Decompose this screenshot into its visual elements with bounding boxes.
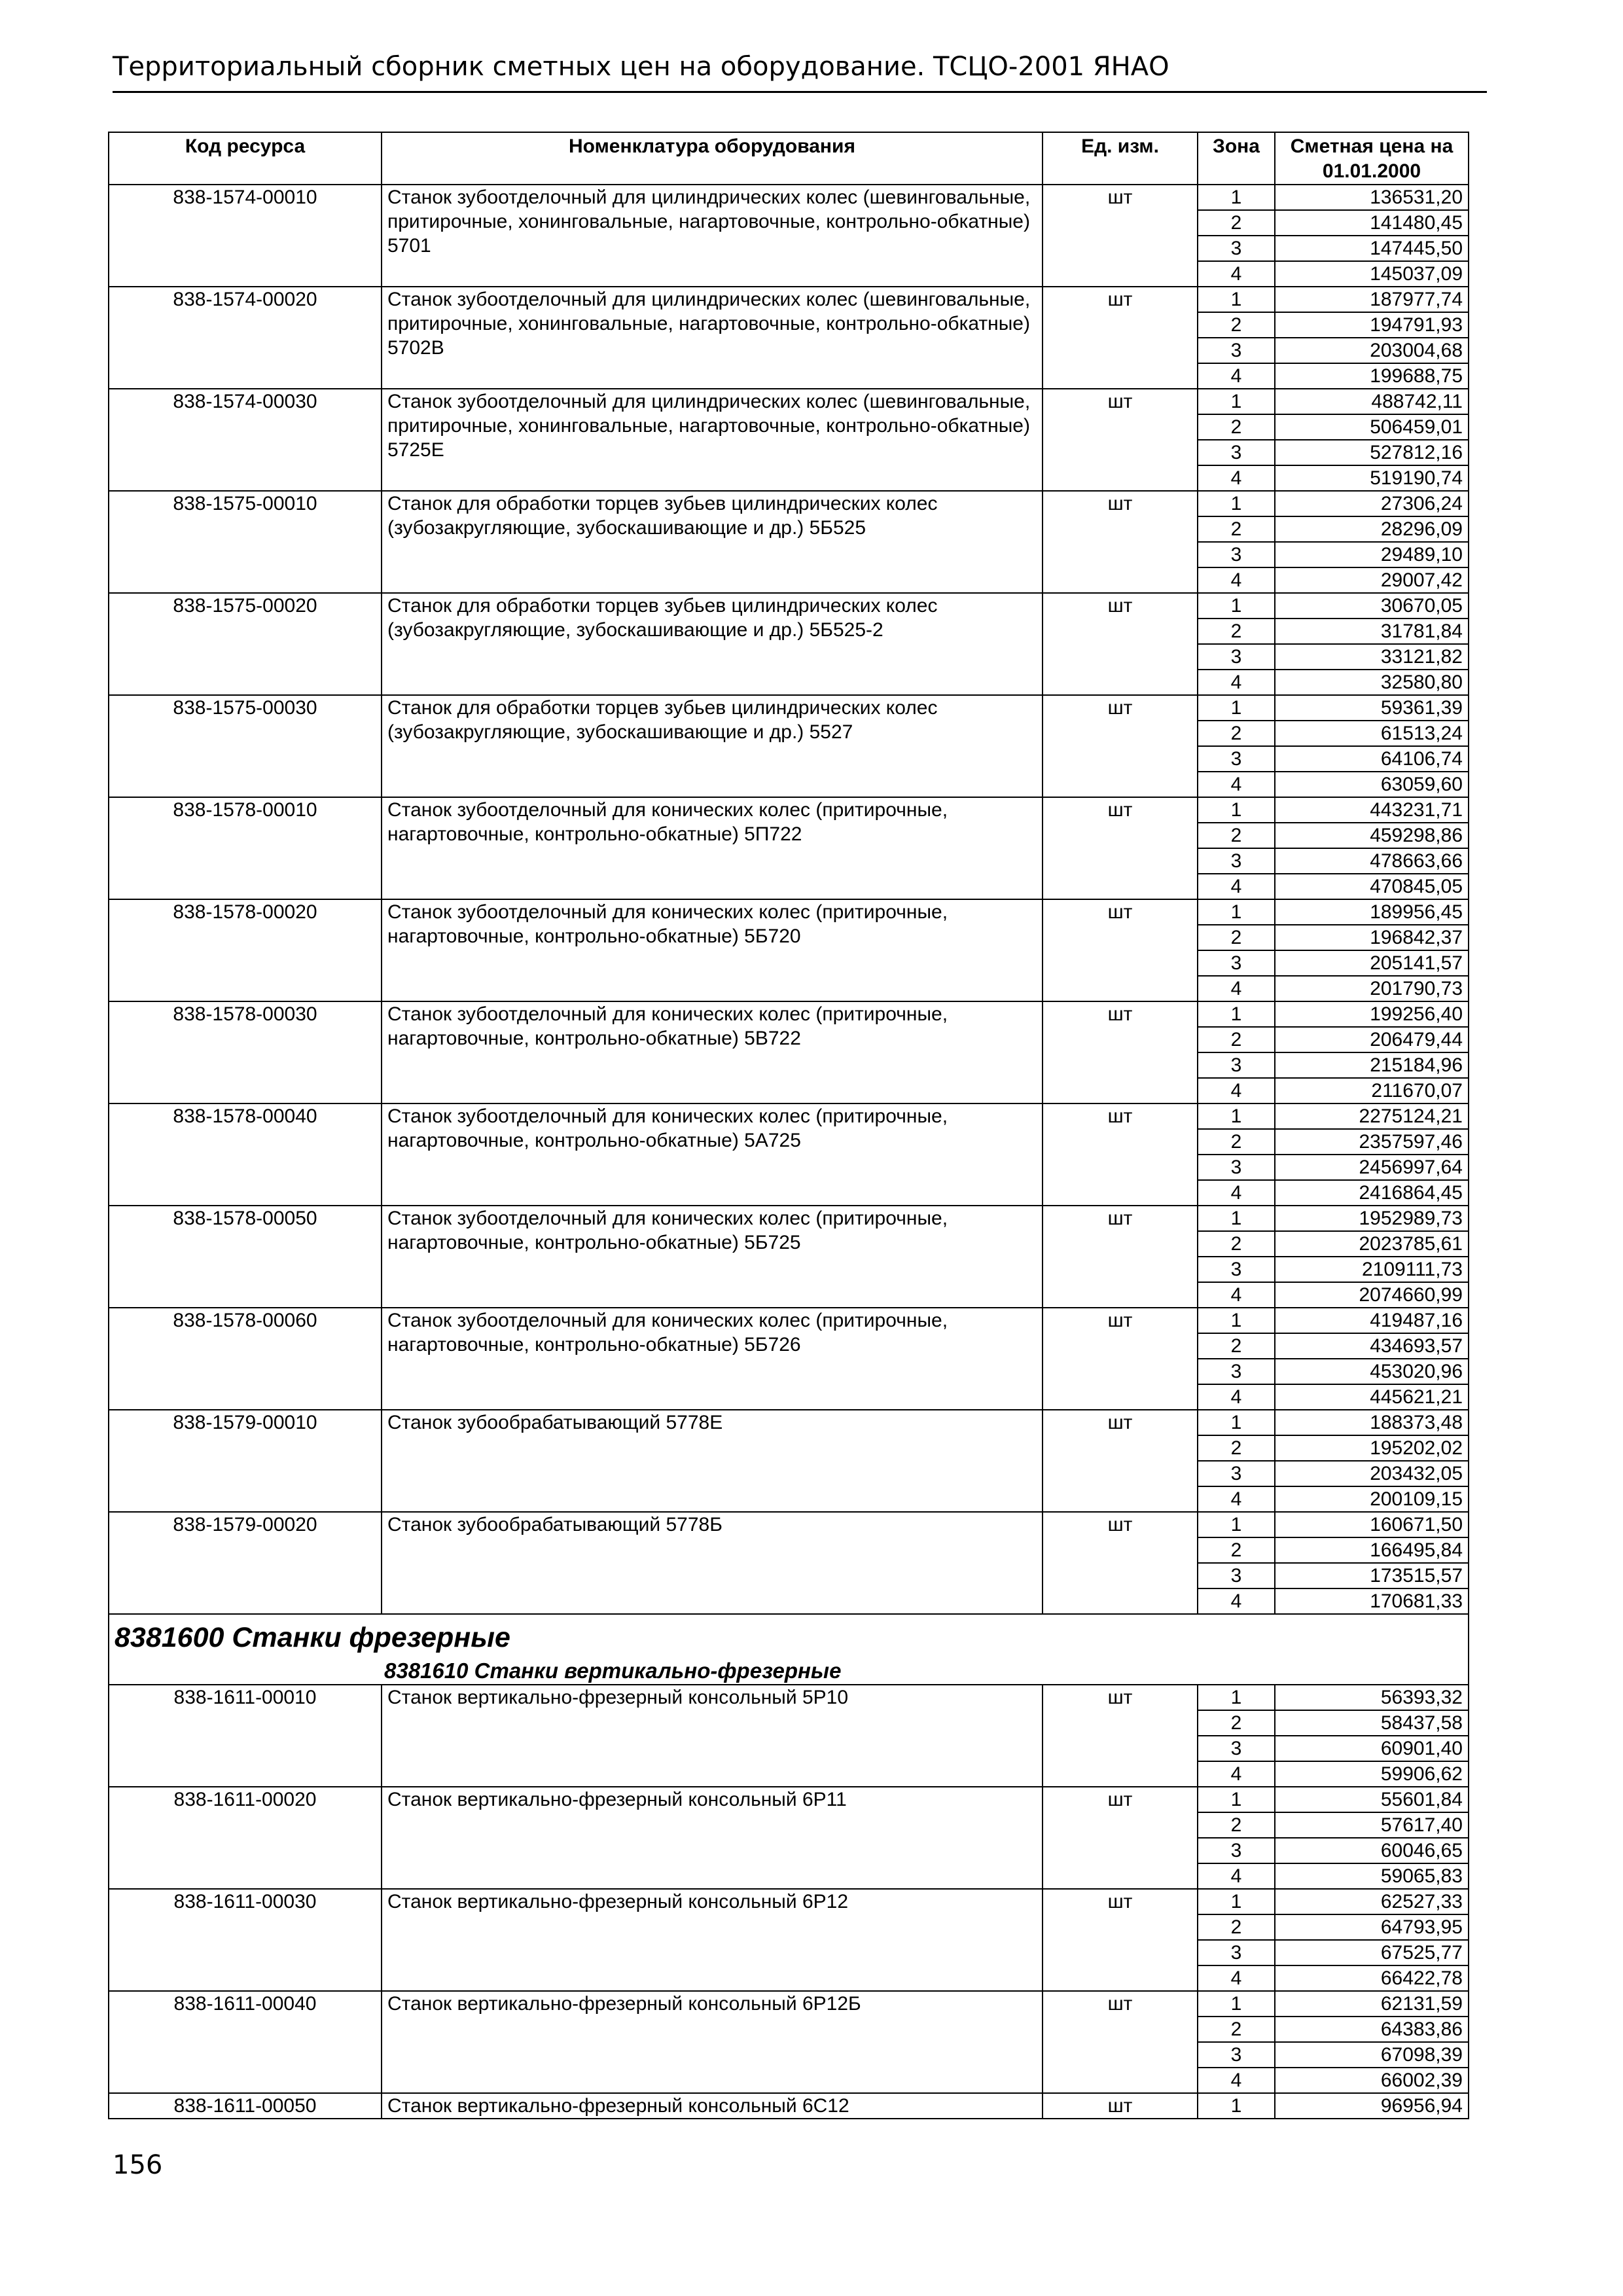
zone-cell: 1 [1198,1512,1275,1537]
zone-cell: 2 [1198,210,1275,236]
table-body-part1 [109,185,1469,1614]
table-row [109,1991,1469,2017]
price-cell: 145037,09 [1275,261,1469,287]
price-cell: 60901,40 [1275,1736,1469,1761]
zone-cell: 3 [1198,338,1275,363]
resource-code: 838-1575-00020 [109,593,382,695]
column-header-name: Номенклатура оборудования [382,132,1043,185]
zone-cell: 1 [1198,389,1275,414]
zone-cell: 1 [1198,593,1275,619]
zone-cell: 3 [1198,2042,1275,2068]
zone-cell: 3 [1198,542,1275,567]
price-cell: 29489,10 [1275,542,1469,567]
price-cell: 60046,65 [1275,1838,1469,1863]
resource-code: 838-1575-00030 [109,695,382,797]
zone-cell: 2 [1198,925,1275,950]
table-row [109,1889,1469,1914]
price-cell: 160671,50 [1275,1512,1469,1537]
table-row [109,1103,1469,1129]
zone-cell: 4 [1198,261,1275,287]
zone-cell: 2 [1198,1435,1275,1461]
zone-cell: 1 [1198,1889,1275,1914]
unit-of-measure: шт [1043,797,1198,899]
price-cell: 527812,16 [1275,440,1469,465]
zone-cell: 1 [1198,1001,1275,1027]
unit-of-measure: шт [1043,1512,1198,1614]
price-cell: 31781,84 [1275,619,1469,644]
unit-of-measure: шт [1043,1206,1198,1308]
resource-code: 838-1574-00010 [109,185,382,287]
resource-code: 838-1579-00010 [109,1410,382,1512]
price-cell: 66002,39 [1275,2068,1469,2093]
resource-code: 838-1578-00040 [109,1103,382,1206]
zone-cell: 4 [1198,976,1275,1001]
resource-code: 838-1611-00010 [109,1685,382,1787]
table-row [109,185,1469,210]
price-cell: 2456997,64 [1275,1155,1469,1180]
price-cell: 506459,01 [1275,414,1469,440]
price-cell: 203432,05 [1275,1461,1469,1486]
zone-cell: 4 [1198,1486,1275,1512]
price-cell: 64106,74 [1275,746,1469,772]
table-row [109,1787,1469,1812]
equipment-name: Станок вертикально-фрезерный консольный 5Р10 [382,1685,1043,1787]
price-cell: 519190,74 [1275,465,1469,491]
price-cell: 173515,57 [1275,1563,1469,1588]
price-cell: 66422,78 [1275,1965,1469,1991]
zone-cell: 1 [1198,695,1275,721]
price-cell: 195202,02 [1275,1435,1469,1461]
zone-cell: 2 [1198,1129,1275,1155]
zone-cell: 4 [1198,2068,1275,2093]
zone-cell: 1 [1198,491,1275,516]
price-cell: 445621,21 [1275,1384,1469,1410]
zone-cell: 2 [1198,1710,1275,1736]
price-cell: 2416864,45 [1275,1180,1469,1206]
table-body-part2 [109,1685,1469,2119]
price-cell: 199256,40 [1275,1001,1469,1027]
zone-cell: 1 [1198,1410,1275,1435]
header-divider [113,91,1487,93]
equipment-name: Станок зубообрабатывающий 5778Е [382,1410,1043,1512]
price-cell: 215184,96 [1275,1052,1469,1078]
zone-cell: 3 [1198,1359,1275,1384]
price-cell: 188373,48 [1275,1410,1469,1435]
price-cell: 27306,24 [1275,491,1469,516]
equipment-name: Станок вертикально-фрезерный консольный 6Р11 [382,1787,1043,1889]
equipment-name: Станок зубоотделочный для цилиндрических колес (шевинговальные, притирочные, хонинговальные, нагартовочные, контрольно-обкатные) 5702В [382,287,1043,389]
equipment-name: Станок зубоотделочный для цилиндрических колес (шевинговальные, притирочные, хонинговальные, нагартовочные, контрольно-обкатные) 5701 [382,185,1043,287]
price-cell: 201790,73 [1275,976,1469,1001]
price-cell: 28296,09 [1275,516,1469,542]
price-cell: 58437,58 [1275,1710,1469,1736]
resource-code: 838-1611-00020 [109,1787,382,1889]
zone-cell: 4 [1198,1761,1275,1787]
table-row [109,1410,1469,1435]
price-cell: 434693,57 [1275,1333,1469,1359]
price-cell: 470845,05 [1275,874,1469,899]
resource-code: 838-1611-00050 [109,2093,382,2119]
equipment-name: Станок для обработки торцев зубьев цилиндрических колес (зубозакругляющие, зубоскашивающие и др.) 5Б525 [382,491,1043,593]
price-cell: 187977,74 [1275,287,1469,312]
equipment-name: Станок зубоотделочный для конических колес (притирочные, нагартовочные, контрольно-обкатные) 5П722 [382,797,1043,899]
zone-cell: 1 [1198,1991,1275,2017]
zone-cell: 3 [1198,1461,1275,1486]
equipment-name: Станок вертикально-фрезерный консольный 6Р12Б [382,1991,1043,2093]
price-cell: 443231,71 [1275,797,1469,823]
equipment-name: Станок зубоотделочный для конических колес (притирочные, нагартовочные, контрольно-обкатные) 5В722 [382,1001,1043,1103]
price-cell: 141480,45 [1275,210,1469,236]
unit-of-measure: шт [1043,1001,1198,1103]
price-cell: 67098,39 [1275,2042,1469,2068]
zone-cell: 3 [1198,1736,1275,1761]
table-row [109,287,1469,312]
price-cell: 206479,44 [1275,1027,1469,1052]
section-block [109,1614,1469,1685]
resource-code: 838-1611-00030 [109,1889,382,1991]
page-header-title: Территориальный сборник сметных цен на оборудование. ТСЦО-2001 ЯНАО [113,52,1169,82]
table-row [109,695,1469,721]
unit-of-measure: шт [1043,2093,1198,2119]
price-cell: 32580,80 [1275,670,1469,695]
zone-cell: 3 [1198,1563,1275,1588]
price-cell: 2109111,73 [1275,1257,1469,1282]
price-cell: 63059,60 [1275,772,1469,797]
zone-cell: 4 [1198,1384,1275,1410]
unit-of-measure: шт [1043,1103,1198,1206]
price-cell: 62527,33 [1275,1889,1469,1914]
equipment-name: Станок зубообрабатывающий 5778Б [382,1512,1043,1614]
table-row [109,1206,1469,1231]
zone-cell: 1 [1198,287,1275,312]
zone-cell: 1 [1198,797,1275,823]
equipment-name: Станок зубоотделочный для конических колес (притирочные, нагартовочные, контрольно-обкатные) 5Б726 [382,1308,1043,1410]
zone-cell: 1 [1198,1103,1275,1129]
table-row [109,1685,1469,1710]
section-title: 8381600 Станки фрезерные [115,1622,510,1653]
price-cell: 64793,95 [1275,1914,1469,1940]
column-header-unit: Ед. изм. [1043,132,1198,185]
resource-code: 838-1578-00020 [109,899,382,1001]
subsection-title: 8381610 Станки вертикально-фрезерные [384,1659,842,1683]
unit-of-measure: шт [1043,1308,1198,1410]
zone-cell: 4 [1198,567,1275,593]
resource-code: 838-1579-00020 [109,1512,382,1614]
section-title-row [109,1614,1469,1658]
equipment-name: Станок зубоотделочный для конических колес (притирочные, нагартовочные, контрольно-обкатные) 5Б725 [382,1206,1043,1308]
price-cell: 488742,11 [1275,389,1469,414]
price-cell: 200109,15 [1275,1486,1469,1512]
unit-of-measure: шт [1043,1410,1198,1512]
price-cell: 453020,96 [1275,1359,1469,1384]
table-row [109,1001,1469,1027]
price-cell: 136531,20 [1275,185,1469,210]
price-cell: 189956,45 [1275,899,1469,925]
column-header-code: Код ресурса [109,132,382,185]
zone-cell: 1 [1198,1787,1275,1812]
price-cell: 59065,83 [1275,1863,1469,1889]
zone-cell: 1 [1198,185,1275,210]
resource-code: 838-1578-00060 [109,1308,382,1410]
zone-cell: 3 [1198,1155,1275,1180]
price-cell: 194791,93 [1275,312,1469,338]
zone-cell: 2 [1198,1914,1275,1940]
price-cell: 96956,94 [1275,2093,1469,2119]
unit-of-measure: шт [1043,1685,1198,1787]
zone-cell: 2 [1198,1231,1275,1257]
page-number: 156 [113,2150,163,2180]
table-header-row [109,132,1469,185]
price-cell: 57617,40 [1275,1812,1469,1838]
price-cell: 64383,86 [1275,2017,1469,2042]
price-cell: 67525,77 [1275,1940,1469,1965]
price-cell: 59361,39 [1275,695,1469,721]
price-cell: 62131,59 [1275,1991,1469,2017]
table-row [109,1512,1469,1537]
zone-cell: 4 [1198,670,1275,695]
equipment-name: Станок зубоотделочный для конических колес (притирочные, нагартовочные, контрольно-обкатные) 5Б720 [382,899,1043,1001]
zone-cell: 2 [1198,516,1275,542]
price-table [108,132,1469,2119]
zone-cell: 3 [1198,950,1275,976]
price-cell: 2074660,99 [1275,1282,1469,1308]
unit-of-measure: шт [1043,695,1198,797]
price-cell: 419487,16 [1275,1308,1469,1333]
zone-cell: 3 [1198,1052,1275,1078]
zone-cell: 2 [1198,414,1275,440]
table-row [109,1308,1469,1333]
unit-of-measure: шт [1043,287,1198,389]
column-header-zone: Зона [1198,132,1275,185]
price-cell: 56393,32 [1275,1685,1469,1710]
table-row [109,899,1469,925]
equipment-name: Станок вертикально-фрезерный консольный 6Р12 [382,1889,1043,1991]
resource-code: 838-1578-00050 [109,1206,382,1308]
table-row [109,797,1469,823]
price-cell: 1952989,73 [1275,1206,1469,1231]
zone-cell: 2 [1198,1812,1275,1838]
price-cell: 199688,75 [1275,363,1469,389]
price-cell: 59906,62 [1275,1761,1469,1787]
zone-cell: 2 [1198,721,1275,746]
table-row [109,389,1469,414]
price-cell: 30670,05 [1275,593,1469,619]
zone-cell: 4 [1198,465,1275,491]
unit-of-measure: шт [1043,1889,1198,1991]
price-cell: 55601,84 [1275,1787,1469,1812]
price-cell: 170681,33 [1275,1588,1469,1614]
zone-cell: 2 [1198,1537,1275,1563]
resource-code: 838-1575-00010 [109,491,382,593]
subsection-title-row [109,1658,1469,1685]
zone-cell: 2 [1198,1027,1275,1052]
zone-cell: 1 [1198,1685,1275,1710]
unit-of-measure: шт [1043,899,1198,1001]
zone-cell: 4 [1198,1078,1275,1103]
zone-cell: 3 [1198,440,1275,465]
zone-cell: 4 [1198,1588,1275,1614]
unit-of-measure: шт [1043,185,1198,287]
price-cell: 196842,37 [1275,925,1469,950]
equipment-name: Станок для обработки торцев зубьев цилиндрических колес (зубозакругляющие, зубоскашивающие и др.) 5Б525-2 [382,593,1043,695]
zone-cell: 4 [1198,874,1275,899]
unit-of-measure: шт [1043,491,1198,593]
zone-cell: 3 [1198,1257,1275,1282]
price-cell: 211670,07 [1275,1078,1469,1103]
price-cell: 478663,66 [1275,848,1469,874]
zone-cell: 3 [1198,746,1275,772]
zone-cell: 1 [1198,1206,1275,1231]
resource-code: 838-1611-00040 [109,1991,382,2093]
zone-cell: 3 [1198,644,1275,670]
zone-cell: 1 [1198,1308,1275,1333]
zone-cell: 2 [1198,2017,1275,2042]
equipment-name: Станок для обработки торцев зубьев цилиндрических колес (зубозакругляющие, зубоскашивающие и др.) 5527 [382,695,1043,797]
column-header-price: Сметная цена на 01.01.2000 [1275,132,1469,185]
zone-cell: 4 [1198,1180,1275,1206]
zone-cell: 1 [1198,899,1275,925]
zone-cell: 2 [1198,823,1275,848]
zone-cell: 3 [1198,236,1275,261]
zone-cell: 4 [1198,772,1275,797]
resource-code: 838-1574-00020 [109,287,382,389]
price-cell: 203004,68 [1275,338,1469,363]
zone-cell: 2 [1198,619,1275,644]
price-cell: 2023785,61 [1275,1231,1469,1257]
table-row [109,491,1469,516]
zone-cell: 2 [1198,1333,1275,1359]
zone-cell: 2 [1198,312,1275,338]
price-cell: 2357597,46 [1275,1129,1469,1155]
table-row [109,2093,1469,2119]
zone-cell: 3 [1198,1940,1275,1965]
zone-cell: 4 [1198,1282,1275,1308]
price-cell: 61513,24 [1275,721,1469,746]
price-cell: 147445,50 [1275,236,1469,261]
resource-code: 838-1578-00010 [109,797,382,899]
price-cell: 33121,82 [1275,644,1469,670]
table-row [109,593,1469,619]
resource-code: 838-1574-00030 [109,389,382,491]
resource-code: 838-1578-00030 [109,1001,382,1103]
equipment-name: Станок вертикально-фрезерный консольный 6С12 [382,2093,1043,2119]
zone-cell: 3 [1198,848,1275,874]
equipment-name: Станок зубоотделочный для цилиндрических колес (шевинговальные, притирочные, хонинговальные, нагартовочные, контрольно-обкатные) 5725Е [382,389,1043,491]
price-cell: 29007,42 [1275,567,1469,593]
unit-of-measure: шт [1043,1991,1198,2093]
zone-cell: 1 [1198,2093,1275,2119]
equipment-name: Станок зубоотделочный для конических колес (притирочные, нагартовочные, контрольно-обкатные) 5А725 [382,1103,1043,1206]
zone-cell: 4 [1198,1863,1275,1889]
unit-of-measure: шт [1043,593,1198,695]
unit-of-measure: шт [1043,1787,1198,1889]
price-cell: 459298,86 [1275,823,1469,848]
price-cell: 166495,84 [1275,1537,1469,1563]
zone-cell: 3 [1198,1838,1275,1863]
zone-cell: 4 [1198,1965,1275,1991]
unit-of-measure: шт [1043,389,1198,491]
price-cell: 2275124,21 [1275,1103,1469,1129]
price-cell: 205141,57 [1275,950,1469,976]
zone-cell: 4 [1198,363,1275,389]
